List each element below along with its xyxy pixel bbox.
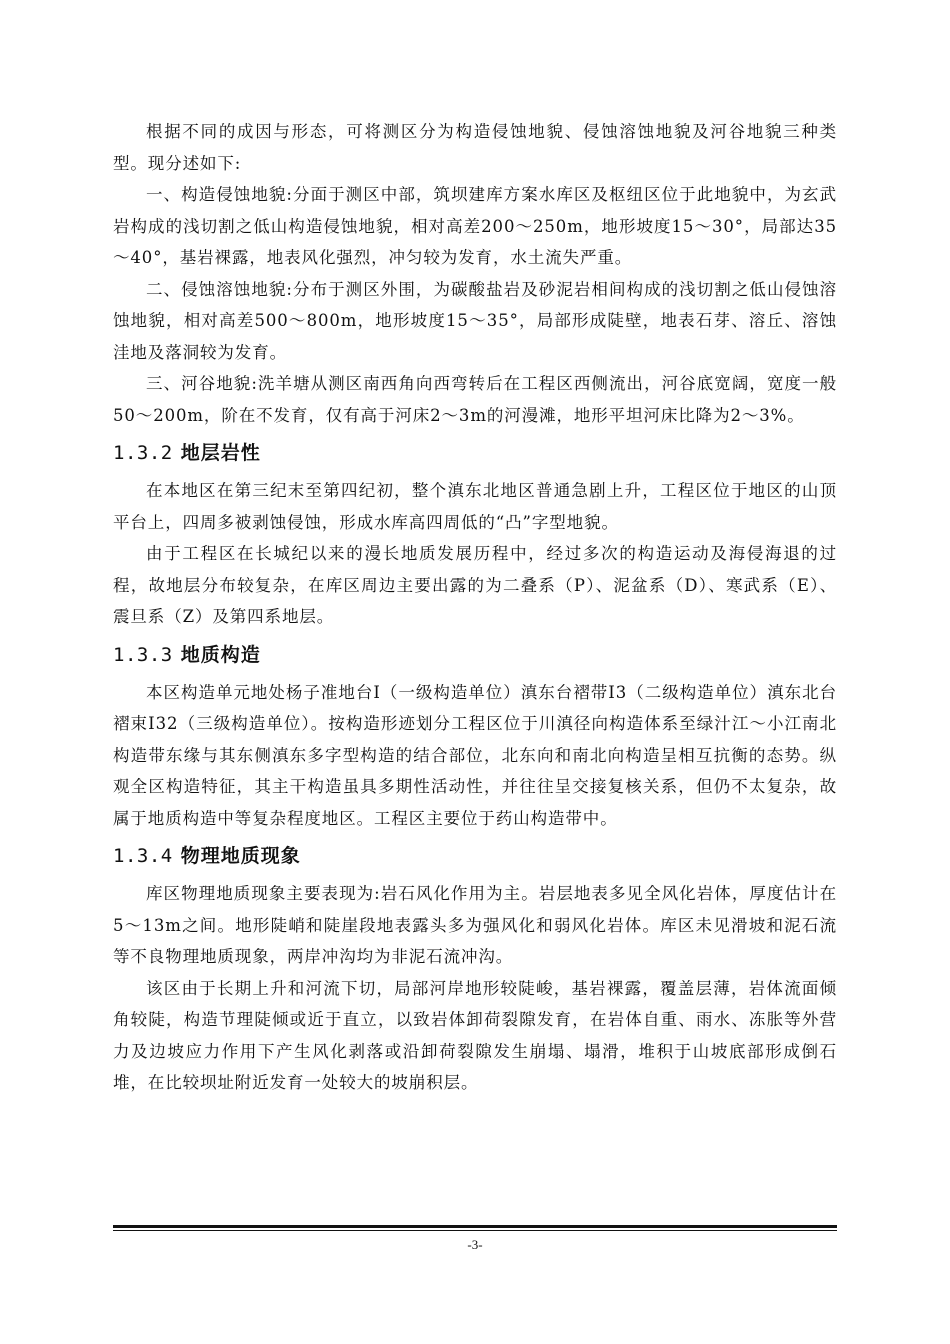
document-body [113, 116, 837, 1099]
paragraph-structure-1: 本区构造单元地处杨子准地台Ⅰ（一级构造单位）滇东台褶带Ⅰ3（二级构造单位）滇东北台褶束Ⅰ32（三级构造单位）。按构造形迹划分工程区位于川滇径向构造体系至绿汁江～小江南北构造带东缘与其东侧滇东多字型构造的结合部位，北东向和南北向构造呈相互抗衡的态势。纵观全区构造特征，其主干构造虽具多期性活动性，并往往呈交接复核关系，但仍不太复杂，故属于地质构造中等复杂程度地区。工程区主要位于药山构造带中。 [113, 682, 837, 828]
section-title: 物理地质现象 [180, 845, 301, 867]
paragraph-structural-erosion: 一、构造侵蚀地貌:分面于测区中部，筑坝建库方案水库区及枢纽区位于此地貌中，为玄武岩构成的浅切割之低山构造侵蚀地貌，相对高差200～250m，地形坡度15～30°，局部达35～40°，基岩裸露，地表风化强烈，冲匀较为发育，水土流失严重。 [113, 185, 837, 267]
section-title: 地层岩性 [180, 442, 261, 464]
paragraph-phenomena-2: 该区由于长期上升和河流下切，局部河岸地形较陡峻，基岩裸露，覆盖层薄，岩体流面倾角较陡，构造节理陡倾或近于直立，以致岩体卸荷裂隙发育，在岩体自重、雨水、冻胀等外营力及边坡应力作用下产生风化剥落或沿卸荷裂隙发生崩塌、塌滑，堆积于山坡底部形成倒石堆，在比较坝址附近发育一处较大的坡崩积层。 [113, 978, 837, 1092]
section-title: 地质构造 [180, 643, 261, 666]
paragraph-river-valley: 三、河谷地貌:洗羊塘从测区南西角向西弯转后在工程区西侧流出，河谷底宽阔，宽度一般50～200m，阶在不发育，仅有高于河床2～3m的河漫滩，地形平坦河床比降为2～3%。 [113, 374, 837, 425]
section-heading-physical-phenomena [113, 834, 837, 878]
section-number: 1.3.4 [113, 845, 173, 867]
paragraph-phenomena-1: 库区物理地质现象主要表现为:岩石风化作用为主。岩层地表多见全风化岩体，厚度估计在5～13m之间。地形陡峭和陡崖段地表露头多为强风化和弱风化岩体。库区未见滑坡和泥石流等不良物理地质现象，两岸冲沟均为非泥石流冲沟。 [113, 884, 837, 966]
section-number: 1.3.3 [113, 643, 173, 666]
paragraph-intro: 根据不同的成因与形态，可将测区分为构造侵蚀地貌、侵蚀溶蚀地貌及河谷地貌三种类型。现分述如下: [113, 122, 837, 173]
paragraph-stratigraphy-1: 在本地区在第三纪末至第四纪初，整个滇东北地区普通急剧上升，工程区位于地区的山顶平台上，四周多被剥蚀侵蚀，形成水库高四周低的“凸”字型地貌。 [113, 481, 837, 532]
paragraph-erosion-dissolution: 二、侵蚀溶蚀地貌:分布于测区外围，为碳酸盐岩及砂泥岩相间构成的浅切割之低山侵蚀溶蚀地貌，相对高差500～800m，地形坡度15～35°，局部形成陡壁，地表石芽、溶丘、溶蚀洼地及落洞较为发育。 [113, 279, 837, 362]
paragraph-stratigraphy-2: 由于工程区在长城纪以来的漫长地质发展历程中，经过多次的构造运动及海侵海退的过程，故地层分布较复杂，在库区周边主要出露的为二叠系（P）、泥盆系（D）、寒武系（E）、震旦系（Z）及第四系地层。 [113, 544, 837, 626]
footer-rule-thick [113, 1225, 837, 1228]
page-number: -3- [467, 1237, 483, 1252]
footer-rule-thin [113, 1230, 837, 1231]
section-heading-stratigraphy [113, 431, 837, 475]
section-heading-structure [113, 633, 837, 677]
section-number: 1.3.2 [113, 442, 173, 464]
